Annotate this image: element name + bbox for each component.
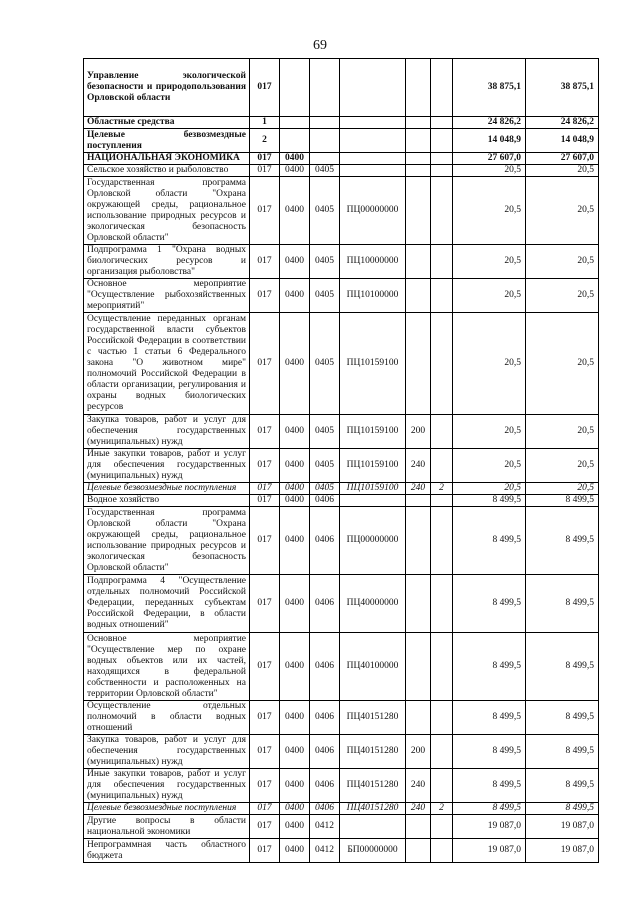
row-subsection-cell: 0406 xyxy=(310,495,340,507)
row-amount-2-cell: 20,5 xyxy=(526,415,599,449)
table-row xyxy=(84,735,599,769)
row-amount-2-cell: 8 499,5 xyxy=(526,575,599,633)
row-target-article-cell: ПЦ10159100 xyxy=(340,313,406,415)
row-source-cell xyxy=(431,59,453,117)
row-name-cell: Основное мероприятие "Осуществление рыбохозяйственных мероприятий" xyxy=(84,279,250,313)
row-subsection-cell: 0405 xyxy=(310,165,340,177)
row-subsection-cell: 0406 xyxy=(310,575,340,633)
row-name-cell: Государственная программа Орловской области "Охрана окружающей среды, рациональное использование природных ресурсов и экологическая безопасность Орловской области" xyxy=(84,177,250,245)
row-grbs-cell: 017 xyxy=(250,449,280,483)
table-row xyxy=(84,449,599,483)
row-name-cell: Подпрограмма 1 "Охрана водных биологических ресурсов и организация рыболовства" xyxy=(84,245,250,279)
page-number: 69 xyxy=(313,38,327,53)
row-grbs-cell: 017 xyxy=(250,803,280,815)
row-grbs-cell: 017 xyxy=(250,769,280,803)
table-row xyxy=(84,279,599,313)
row-grbs-cell: 017 xyxy=(250,633,280,701)
row-section-cell: 0400 xyxy=(280,701,310,735)
table-row xyxy=(84,245,599,279)
row-target-article-cell: ПЦ00000000 xyxy=(340,177,406,245)
row-target-article-cell: ПЦ40000000 xyxy=(340,575,406,633)
row-subsection-cell xyxy=(310,117,340,129)
table-row xyxy=(84,803,599,815)
row-section-cell: 0400 xyxy=(280,449,310,483)
table-row xyxy=(84,815,599,839)
table-row xyxy=(84,633,599,701)
row-name-cell: Областные средства xyxy=(84,117,250,129)
row-name-cell: Закупка товаров, работ и услуг для обеспечения государственных (муниципальных) нужд xyxy=(84,415,250,449)
row-subsection-cell: 0406 xyxy=(310,507,340,575)
row-expense-type-cell xyxy=(406,633,431,701)
row-target-article-cell xyxy=(340,165,406,177)
row-grbs-cell: 017 xyxy=(250,165,280,177)
row-amount-1-cell: 8 499,5 xyxy=(453,735,526,769)
row-name-cell: Осуществление переданных органам государственной власти субъектов Российской Федерации в соответствии с частью 1 статьи 6 Федерального закона "О животном мире" полномочий Российской Федерации в области организации, регулирования и охраны водных биологических ресурсов xyxy=(84,313,250,415)
row-source-cell xyxy=(431,153,453,165)
row-expense-type-cell: 200 xyxy=(406,735,431,769)
table-row xyxy=(84,313,599,415)
row-source-cell xyxy=(431,701,453,735)
row-target-article-cell xyxy=(340,117,406,129)
row-source-cell xyxy=(431,633,453,701)
row-name-cell: Непрограммная часть областного бюджета xyxy=(84,839,250,863)
row-target-article-cell xyxy=(340,129,406,153)
row-amount-1-cell: 20,5 xyxy=(453,279,526,313)
row-amount-2-cell: 20,5 xyxy=(526,449,599,483)
row-expense-type-cell: 200 xyxy=(406,415,431,449)
row-source-cell xyxy=(431,449,453,483)
row-subsection-cell: 0405 xyxy=(310,279,340,313)
table-row xyxy=(84,117,599,129)
row-subsection-cell: 0405 xyxy=(310,483,340,495)
row-target-article-cell: ПЦ10159100 xyxy=(340,415,406,449)
row-amount-1-cell: 20,5 xyxy=(453,483,526,495)
row-name-cell: Закупка товаров, работ и услуг для обеспечения государственных (муниципальных) нужд xyxy=(84,735,250,769)
row-expense-type-cell xyxy=(406,507,431,575)
row-expense-type-cell: 240 xyxy=(406,483,431,495)
row-amount-1-cell: 8 499,5 xyxy=(453,575,526,633)
row-amount-1-cell: 20,5 xyxy=(453,415,526,449)
table-row xyxy=(84,483,599,495)
row-source-cell xyxy=(431,769,453,803)
row-amount-2-cell: 8 499,5 xyxy=(526,507,599,575)
row-amount-1-cell: 8 499,5 xyxy=(453,495,526,507)
row-subsection-cell: 0406 xyxy=(310,701,340,735)
row-section-cell: 0400 xyxy=(280,483,310,495)
row-expense-type-cell xyxy=(406,839,431,863)
table-row xyxy=(84,575,599,633)
row-target-article-cell xyxy=(340,153,406,165)
row-expense-type-cell xyxy=(406,279,431,313)
row-name-cell: Другие вопросы в области национальной экономики xyxy=(84,815,250,839)
row-section-cell: 0400 xyxy=(280,279,310,313)
row-amount-2-cell: 38 875,1 xyxy=(526,59,599,117)
row-section-cell: 0400 xyxy=(280,313,310,415)
row-name-cell: Целевые безвозмездные поступления xyxy=(84,483,250,495)
row-expense-type-cell xyxy=(406,177,431,245)
row-target-article-cell: ПЦ00000000 xyxy=(340,507,406,575)
row-grbs-cell: 017 xyxy=(250,59,280,117)
row-grbs-cell: 2 xyxy=(250,129,280,153)
row-subsection-cell: 0405 xyxy=(310,177,340,245)
table-row xyxy=(84,415,599,449)
row-expense-type-cell xyxy=(406,815,431,839)
row-source-cell xyxy=(431,177,453,245)
row-amount-2-cell: 19 087,0 xyxy=(526,839,599,863)
row-source-cell xyxy=(431,839,453,863)
row-target-article-cell: ПЦ40100000 xyxy=(340,633,406,701)
row-target-article-cell: ПЦ40151280 xyxy=(340,701,406,735)
row-subsection-cell: 0406 xyxy=(310,633,340,701)
row-subsection-cell: 0412 xyxy=(310,839,340,863)
row-amount-2-cell: 20,5 xyxy=(526,279,599,313)
row-amount-1-cell: 8 499,5 xyxy=(453,803,526,815)
row-source-cell xyxy=(431,279,453,313)
budget-table xyxy=(83,58,599,863)
row-grbs-cell: 017 xyxy=(250,279,280,313)
row-source-cell xyxy=(431,735,453,769)
row-expense-type-cell: 240 xyxy=(406,803,431,815)
row-amount-2-cell: 19 087,0 xyxy=(526,815,599,839)
row-target-article-cell: ПЦ40151280 xyxy=(340,769,406,803)
row-grbs-cell: 1 xyxy=(250,117,280,129)
table-row xyxy=(84,129,599,153)
row-section-cell xyxy=(280,129,310,153)
row-target-article-cell: ПЦ10000000 xyxy=(340,245,406,279)
row-amount-1-cell: 20,5 xyxy=(453,165,526,177)
row-subsection-cell: 0405 xyxy=(310,415,340,449)
row-source-cell xyxy=(431,245,453,279)
row-subsection-cell: 0405 xyxy=(310,313,340,415)
row-amount-2-cell: 24 826,2 xyxy=(526,117,599,129)
row-source-cell xyxy=(431,415,453,449)
row-subsection-cell: 0406 xyxy=(310,735,340,769)
row-section-cell: 0400 xyxy=(280,575,310,633)
row-subsection-cell: 0406 xyxy=(310,769,340,803)
row-section-cell: 0400 xyxy=(280,153,310,165)
row-section-cell: 0400 xyxy=(280,165,310,177)
row-section-cell: 0400 xyxy=(280,245,310,279)
row-amount-2-cell: 20,5 xyxy=(526,245,599,279)
table-row xyxy=(84,507,599,575)
row-name-cell: Иные закупки товаров, работ и услуг для обеспечения государственных (муниципальных) нужд xyxy=(84,449,250,483)
row-amount-1-cell: 8 499,5 xyxy=(453,701,526,735)
row-amount-1-cell: 38 875,1 xyxy=(453,59,526,117)
row-expense-type-cell: 240 xyxy=(406,769,431,803)
row-amount-2-cell: 8 499,5 xyxy=(526,803,599,815)
row-amount-1-cell: 20,5 xyxy=(453,245,526,279)
row-target-article-cell: БП00000000 xyxy=(340,839,406,863)
row-source-cell xyxy=(431,313,453,415)
row-section-cell: 0400 xyxy=(280,177,310,245)
row-amount-1-cell: 19 087,0 xyxy=(453,815,526,839)
row-amount-1-cell: 20,5 xyxy=(453,313,526,415)
row-amount-1-cell: 8 499,5 xyxy=(453,507,526,575)
row-amount-2-cell: 8 499,5 xyxy=(526,495,599,507)
row-name-cell: Государственная программа Орловской области "Охрана окружающей среды, рациональное использование природных ресурсов и экологическая безопасность Орловской области" xyxy=(84,507,250,575)
row-name-cell: Основное мероприятие "Осуществление мер по охране водных объектов или их частей, находящихся в федеральной собственности и расположенных на территории Орловской области" xyxy=(84,633,250,701)
row-target-article-cell xyxy=(340,59,406,117)
row-target-article-cell: ПЦ40151280 xyxy=(340,803,406,815)
row-amount-1-cell: 14 048,9 xyxy=(453,129,526,153)
row-grbs-cell: 017 xyxy=(250,815,280,839)
row-name-cell: Водное хозяйство xyxy=(84,495,250,507)
row-amount-2-cell: 14 048,9 xyxy=(526,129,599,153)
row-amount-2-cell: 20,5 xyxy=(526,165,599,177)
row-source-cell: 2 xyxy=(431,803,453,815)
row-section-cell: 0400 xyxy=(280,415,310,449)
row-grbs-cell: 017 xyxy=(250,177,280,245)
table-row xyxy=(84,701,599,735)
row-subsection-cell xyxy=(310,129,340,153)
row-expense-type-cell xyxy=(406,153,431,165)
row-grbs-cell: 017 xyxy=(250,245,280,279)
row-grbs-cell: 017 xyxy=(250,313,280,415)
row-amount-1-cell: 20,5 xyxy=(453,177,526,245)
row-source-cell xyxy=(431,117,453,129)
row-target-article-cell: ПЦ40151280 xyxy=(340,735,406,769)
row-section-cell: 0400 xyxy=(280,633,310,701)
row-amount-1-cell: 8 499,5 xyxy=(453,633,526,701)
row-amount-1-cell: 19 087,0 xyxy=(453,839,526,863)
row-subsection-cell: 0406 xyxy=(310,803,340,815)
table-row xyxy=(84,177,599,245)
row-name-cell: НАЦИОНАЛЬНАЯ ЭКОНОМИКА xyxy=(84,153,250,165)
row-target-article-cell: ПЦ10159100 xyxy=(340,449,406,483)
row-amount-2-cell: 20,5 xyxy=(526,313,599,415)
row-expense-type-cell xyxy=(406,313,431,415)
row-section-cell: 0400 xyxy=(280,815,310,839)
row-grbs-cell: 017 xyxy=(250,495,280,507)
row-grbs-cell: 017 xyxy=(250,575,280,633)
row-grbs-cell: 017 xyxy=(250,735,280,769)
row-target-article-cell: ПЦ10100000 xyxy=(340,279,406,313)
row-amount-1-cell: 24 826,2 xyxy=(453,117,526,129)
row-name-cell: Подпрограмма 4 "Осуществление отдельных полномочий Российской Федерации, переданных субъектам Российской Федерации, в области водных отношений" xyxy=(84,575,250,633)
row-section-cell: 0400 xyxy=(280,803,310,815)
table-row xyxy=(84,59,599,117)
row-amount-2-cell: 8 499,5 xyxy=(526,735,599,769)
row-expense-type-cell xyxy=(406,165,431,177)
row-expense-type-cell xyxy=(406,245,431,279)
row-amount-1-cell: 8 499,5 xyxy=(453,769,526,803)
row-subsection-cell: 0405 xyxy=(310,245,340,279)
row-amount-2-cell: 8 499,5 xyxy=(526,769,599,803)
row-section-cell: 0400 xyxy=(280,839,310,863)
row-section-cell: 0400 xyxy=(280,507,310,575)
row-grbs-cell: 017 xyxy=(250,839,280,863)
row-name-cell: Иные закупки товаров, работ и услуг для обеспечения государственных (муниципальных) нужд xyxy=(84,769,250,803)
row-expense-type-cell xyxy=(406,59,431,117)
row-grbs-cell: 017 xyxy=(250,507,280,575)
row-source-cell: 2 xyxy=(431,483,453,495)
row-grbs-cell: 017 xyxy=(250,701,280,735)
row-grbs-cell: 017 xyxy=(250,415,280,449)
table-row xyxy=(84,153,599,165)
row-name-cell: Сельское хозяйство и рыболовство xyxy=(84,165,250,177)
row-source-cell xyxy=(431,495,453,507)
row-name-cell: Целевые безвозмездные поступления xyxy=(84,803,250,815)
row-section-cell: 0400 xyxy=(280,495,310,507)
row-section-cell xyxy=(280,117,310,129)
row-target-article-cell xyxy=(340,495,406,507)
row-name-cell: Управление экологической безопасности и природопользования Орловской области xyxy=(84,59,250,117)
table-row xyxy=(84,495,599,507)
row-grbs-cell: 017 xyxy=(250,153,280,165)
row-amount-2-cell: 8 499,5 xyxy=(526,701,599,735)
row-source-cell xyxy=(431,507,453,575)
row-subsection-cell: 0405 xyxy=(310,449,340,483)
row-source-cell xyxy=(431,129,453,153)
table-row xyxy=(84,165,599,177)
row-section-cell xyxy=(280,59,310,117)
row-amount-2-cell: 20,5 xyxy=(526,483,599,495)
row-expense-type-cell xyxy=(406,575,431,633)
table-row xyxy=(84,839,599,863)
row-subsection-cell xyxy=(310,59,340,117)
row-amount-2-cell: 8 499,5 xyxy=(526,633,599,701)
row-expense-type-cell: 240 xyxy=(406,449,431,483)
row-target-article-cell: ПЦ10159100 xyxy=(340,483,406,495)
row-section-cell: 0400 xyxy=(280,735,310,769)
row-source-cell xyxy=(431,575,453,633)
row-name-cell: Целевые безвозмездные поступления xyxy=(84,129,250,153)
row-source-cell xyxy=(431,165,453,177)
row-expense-type-cell xyxy=(406,117,431,129)
row-source-cell xyxy=(431,815,453,839)
table-row xyxy=(84,769,599,803)
row-section-cell: 0400 xyxy=(280,769,310,803)
row-expense-type-cell xyxy=(406,129,431,153)
row-expense-type-cell xyxy=(406,495,431,507)
row-expense-type-cell xyxy=(406,701,431,735)
row-subsection-cell: 0412 xyxy=(310,815,340,839)
row-amount-2-cell: 27 607,0 xyxy=(526,153,599,165)
row-subsection-cell xyxy=(310,153,340,165)
row-name-cell: Осуществление отдельных полномочий в области водных отношений xyxy=(84,701,250,735)
row-amount-2-cell: 20,5 xyxy=(526,177,599,245)
row-amount-1-cell: 27 607,0 xyxy=(453,153,526,165)
row-grbs-cell: 017 xyxy=(250,483,280,495)
row-amount-1-cell: 20,5 xyxy=(453,449,526,483)
row-target-article-cell xyxy=(340,815,406,839)
